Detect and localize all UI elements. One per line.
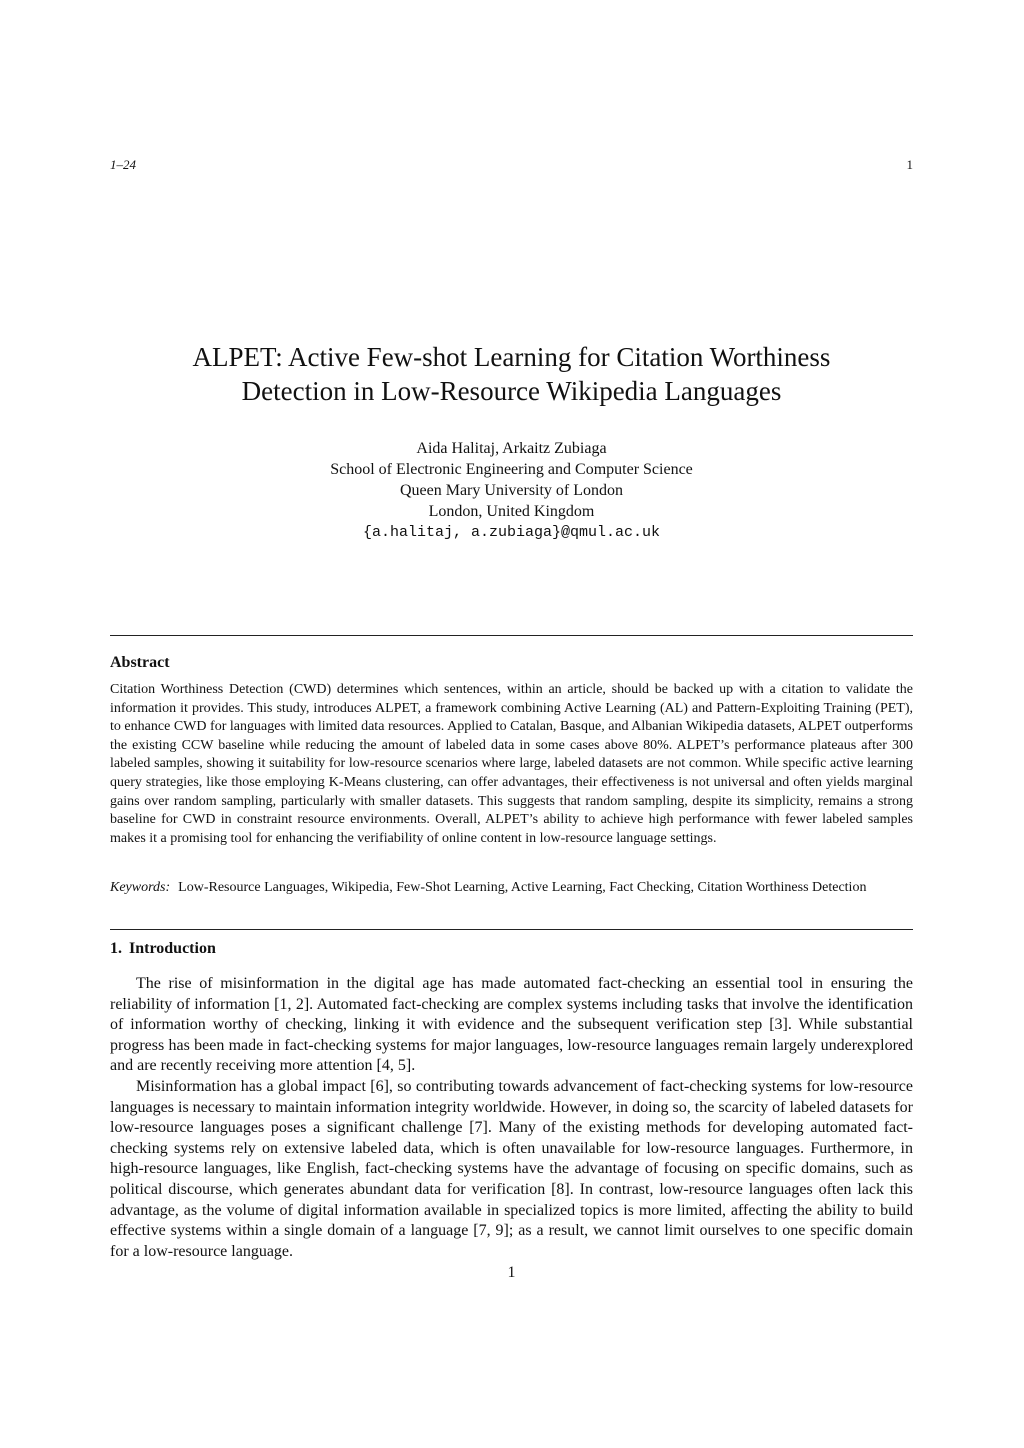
section-title: Introduction xyxy=(129,940,216,957)
author-affiliation: School of Electronic Engineering and Computer Science xyxy=(330,461,693,478)
section-body xyxy=(110,974,913,1262)
running-header xyxy=(110,157,913,177)
abstract-text: Citation Worthiness Detection (CWD) determines which sentences, within an article, should be backed up with a citation to validate the information it provides. This study, introduces ALPET, a framework combining Active Learning (AL) and Pattern-Exploiting Training (PET), to enhance CWD for languages with limited data resources. Applied to Catalan, Basque, and Albanian Wikipedia datasets, ALPET outperforms the existing CCW baseline while reducing the amount of labeled data in some cases above 80%. ALPET’s performance plateaus after 300 labeled samples, showing it suitability for low-resource scenarios where large, labeled datasets are not common. While specific active learning query strategies, like those employing K-Means clustering, can offer advantages, their effectiveness is not universal and often yields marginal gains over random sampling, particularly with smaller datasets. This suggests that random sampling, despite its simplicity, remains a strong baseline for CWD in constraint resource environments. Overall, ALPET’s ability to achieve high performance with fewer labeled samples makes it a promising tool for enhancing the verifiability of online content in low-resource language settings. xyxy=(110,682,913,846)
author-location: London, United Kingdom xyxy=(428,503,595,520)
keywords xyxy=(110,879,913,898)
title-line-2: Detection in Low-Resource Wikipedia Languages xyxy=(241,376,782,406)
author-names: Aida Halitaj, Arkaitz Zubiaga xyxy=(416,440,607,457)
author-block xyxy=(110,438,913,543)
author-email: {a.halitaj, a.zubiaga}@qmul.ac.uk xyxy=(362,524,661,541)
paragraph: The rise of misinformation in the digital age has made automated fact-checking an essential tool in ensuring the reliability of information [1, 2]. Automated fact-checking are complex systems including tasks that involve the identification of information worthy of checking, linking it with evidence and the subsequent verification step [3]. While substantial progress has been made in fact-checking systems for major languages, low-resource languages remain largely underexplored and are recently receiving more attention [4, 5]. xyxy=(110,975,913,1075)
keywords-list: Low-Resource Languages, Wikipedia, Few-Shot Learning, Active Learning, Fact Checking, Citation Worthiness Detection xyxy=(178,880,867,895)
header-page-number: 1 xyxy=(906,157,913,172)
author-institution: Queen Mary University of London xyxy=(399,482,624,499)
section-number: 1. xyxy=(110,940,122,957)
footer-page-number: 1 xyxy=(507,1264,516,1281)
keywords-label: Keywords: xyxy=(110,880,171,895)
page-range: 1–24 xyxy=(110,157,136,172)
section-heading xyxy=(110,940,216,958)
paragraph: Misinformation has a global impact [6], so contributing towards advancement of fact-checking systems for low-resource languages is necessary to maintain information integrity worldwide. However, in doing so, the scarcity of labeled datasets for low-resource languages poses a significant challenge [7]. Many of the existing methods for developing automated fact-checking systems rely on extensive labeled data, which is often unavailable for low-resource languages. Furthermore, in high-resource languages, like English, fact-checking systems have the advantage of focusing on specific domains, such as political discourse, which generates abundant data for verification [8]. In contrast, low-resource languages often lack this advantage, as the volume of digital information available in specialized topics is more limited, affecting the ability to build effective systems within a single domain of a language [7, 9]; as a result, we cannot limit ourselves to one specific domain for a low-resource language. xyxy=(110,1077,913,1260)
paper-title xyxy=(110,340,913,408)
abstract-top-rule xyxy=(110,635,913,636)
abstract-bottom-rule xyxy=(110,929,913,930)
title-line-1: ALPET: Active Few-shot Learning for Citation Worthiness xyxy=(192,342,831,372)
abstract-heading: Abstract xyxy=(110,654,170,671)
